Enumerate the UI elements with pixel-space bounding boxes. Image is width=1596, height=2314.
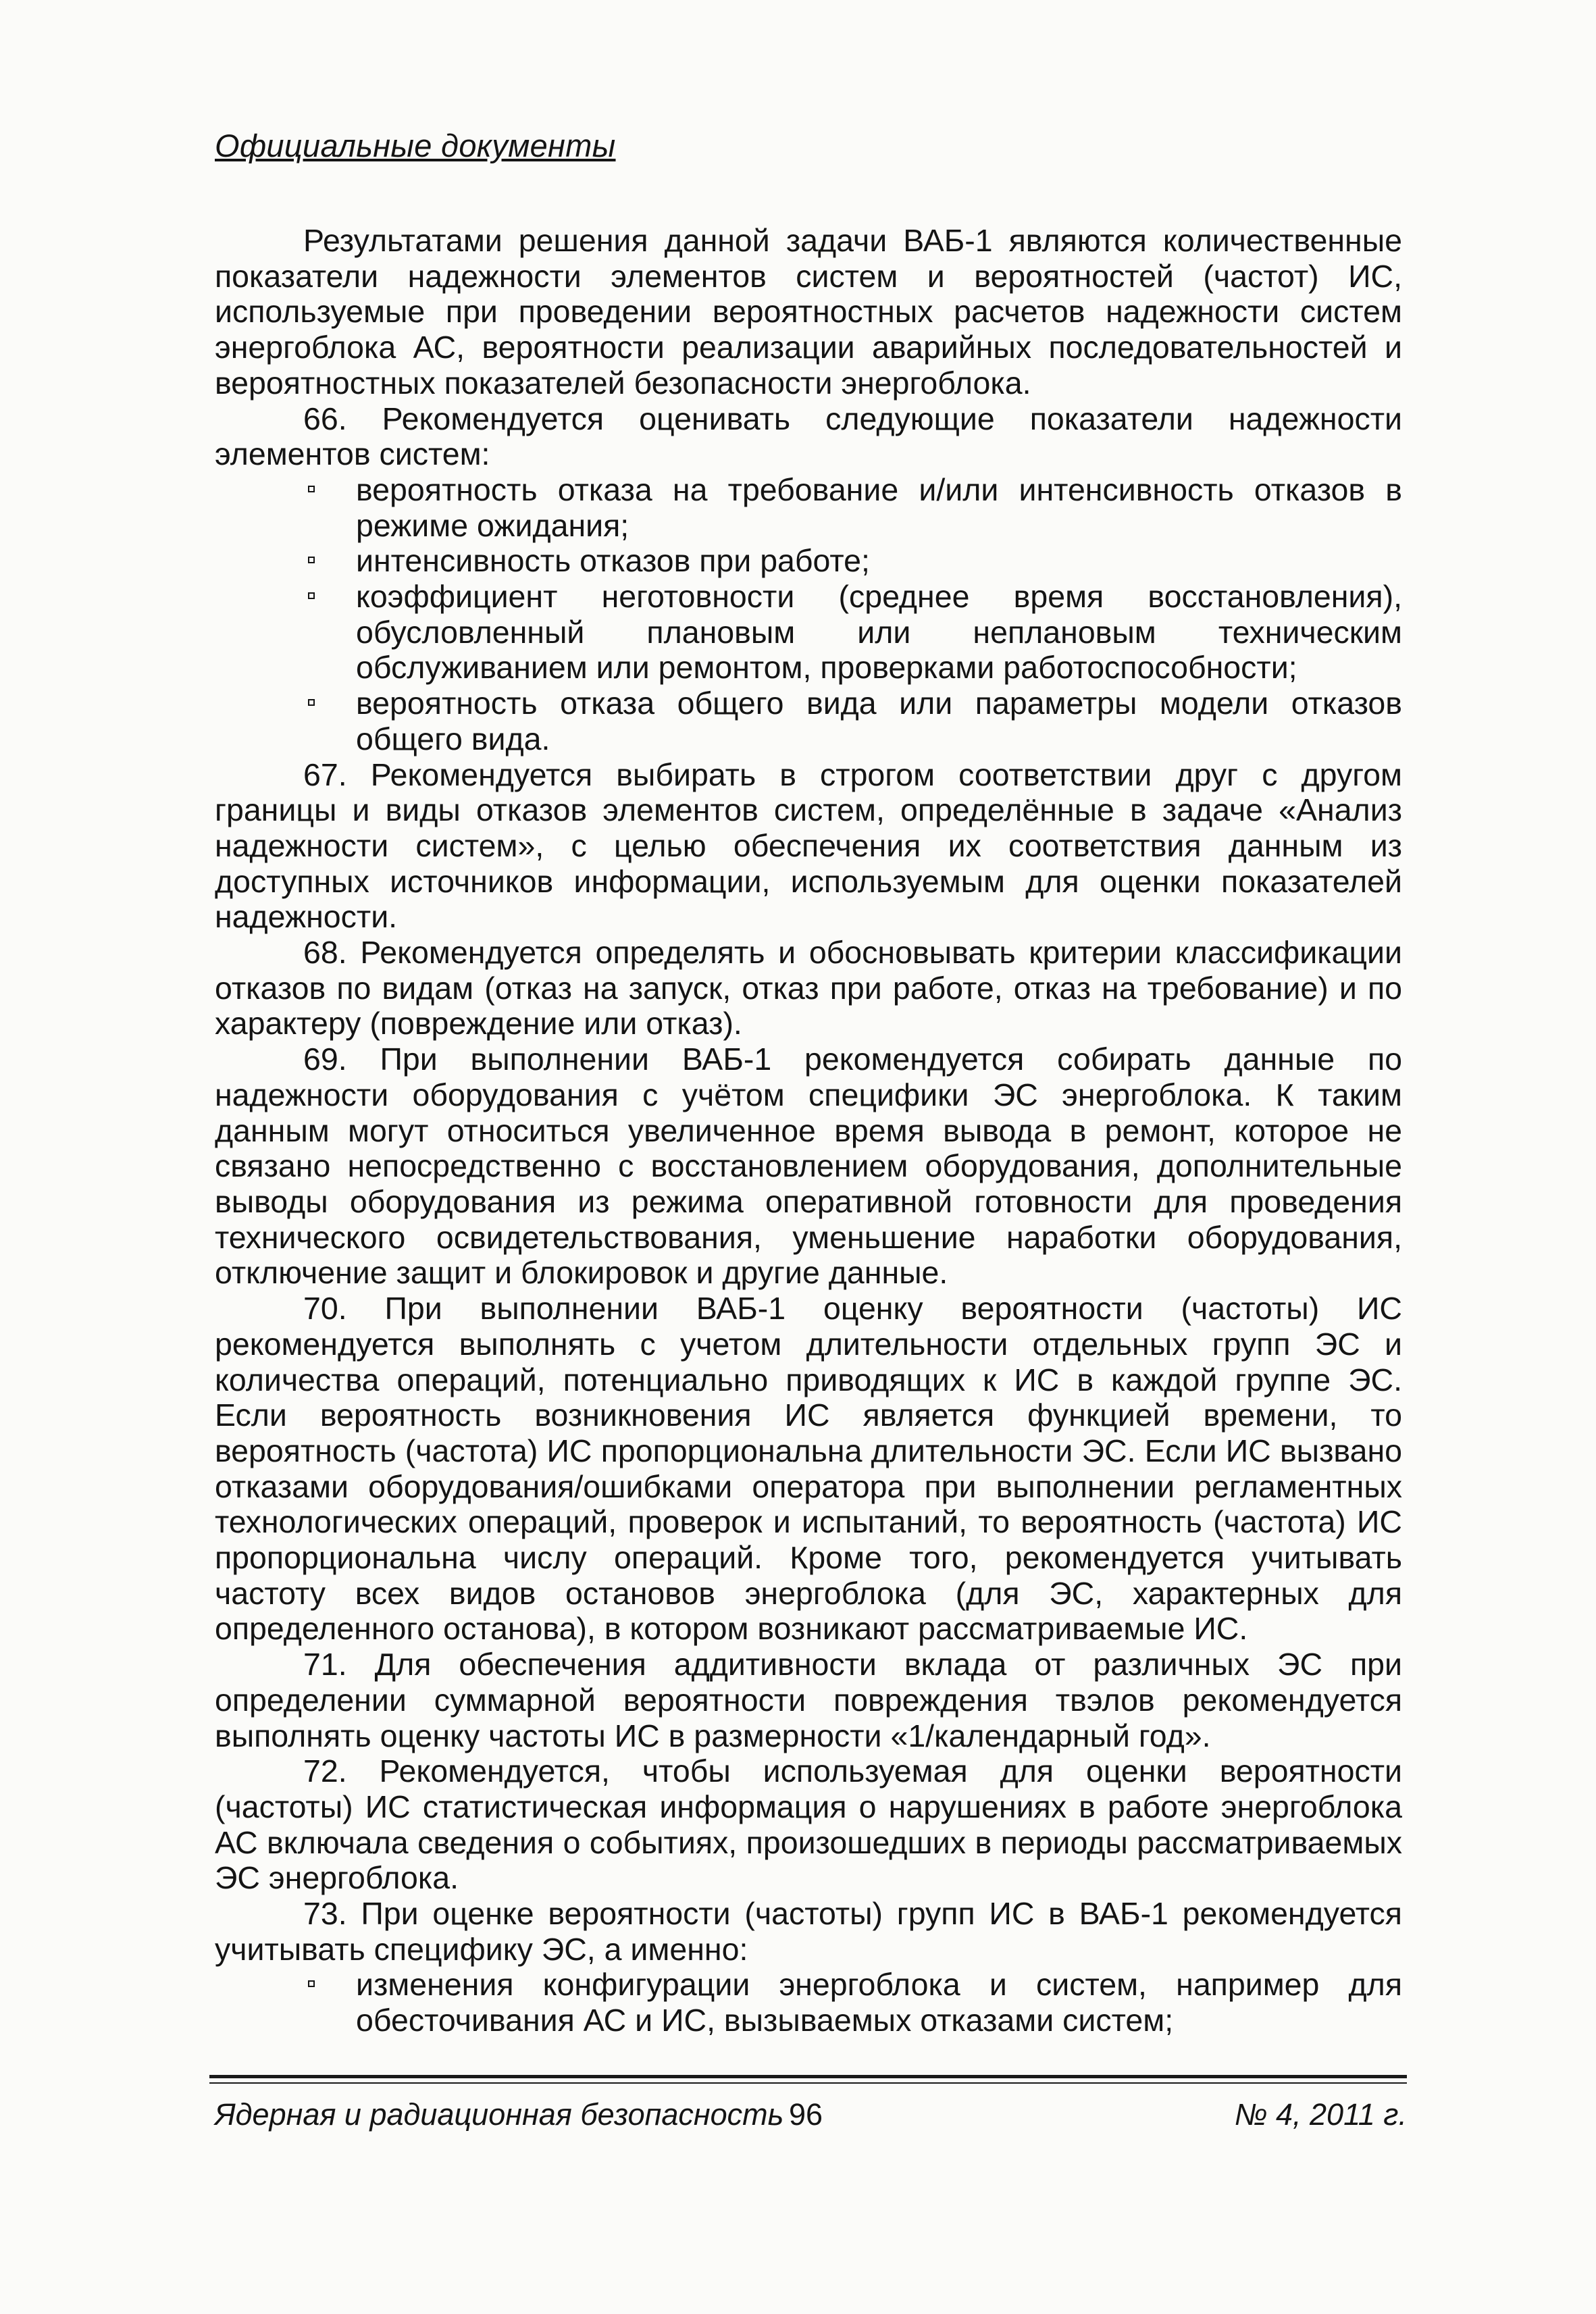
list-item <box>215 472 1402 543</box>
list-item <box>215 1967 1402 2038</box>
list-item-text: интенсивность отказов при работе; <box>356 543 870 579</box>
footer-divider <box>209 2075 1407 2078</box>
section-header: Официальные документы <box>215 128 616 163</box>
journal-title: Ядерная и радиационная безопасность <box>215 2097 784 2132</box>
bullet-icon <box>308 1980 315 1987</box>
paragraph-73: 73. При оценке вероятности (частоты) групп ИС в ВАБ-1 рекомендуется учитывать специфику ЭС, а именно: <box>215 1896 1402 1967</box>
paragraph-72: 72. Рекомендуется, чтобы используемая для оценки вероятности (частоты) ИС статистическая информация о нарушениях в работе энергоблока АС включала сведения о событиях, произошедших в периоды рассматриваемых ЭС энергоблока. <box>215 1753 1402 1896</box>
list-item-text: вероятность отказа общего вида или параметры модели отказов общего вида. <box>356 686 1402 756</box>
list-item-text: изменения конфигурации энергоблока и систем, например для обесточивания АС и ИС, вызываемых отказами систем; <box>356 1967 1402 2038</box>
paragraph-71: 71. Для обеспечения аддитивности вклада от различных ЭС при определении суммарной вероятности повреждения твэлов рекомендуется выполнять оценку частоты ИС в размерности «1/календарный год». <box>215 1647 1402 1753</box>
page-number: 96 <box>789 2097 823 2132</box>
list-item-text: вероятность отказа на требование и/или интенсивность отказов в режиме ожидания; <box>356 471 1402 543</box>
footer-divider-thin <box>209 2082 1407 2084</box>
paragraph-70: 70. При выполнении ВАБ-1 оценку вероятности (частоты) ИС рекомендуется выполнять с учетом длительности отдельных групп ЭС и количества операций, потенциально приводящих к ИС в каждой группе ЭС. Если вероятность возникновения ИС является функцией времени, то вероятность (частота) ИС пропорциональна длительности ЭС. Если ИС вызвано отказами оборудования/ошибками оператора при выполнении регламентных технологических операций, проверок и испытаний, то вероятность (частота) ИС пропорциональна числу операций. Кроме того, рекомендуется учитывать частоту всех видов остановов энергоблока (для ЭС, характерных для определенного останова), в котором возникают рассматриваемые ИС. <box>215 1291 1402 1647</box>
list-73 <box>215 1967 1402 2038</box>
bullet-icon <box>308 486 315 492</box>
body-text <box>215 223 1402 2038</box>
list-item-text: коэффициент неготовности (среднее время восстановления), обусловленный плановым или неплановым техническим обслуживанием или ремонтом, проверками работоспособности; <box>356 579 1402 686</box>
paragraph-67: 67. Рекомендуется выбирать в строгом соответствии друг с другом границы и виды отказов элементов систем, определённые в задаче «Анализ надежности систем», с целью обеспечения их соответствия данным из доступных источников информации, используемым для оценки показателей надежности. <box>215 756 1402 935</box>
list-item <box>215 686 1402 756</box>
list-item <box>215 543 1402 579</box>
paragraph-68: 68. Рекомендуется определять и обосновывать критерии классификации отказов по видам (отказ на запуск, отказ при работе, отказ на требование) и по характеру (повреждение или отказ). <box>215 935 1402 1042</box>
list-item <box>215 579 1402 686</box>
bullet-icon <box>308 699 315 706</box>
paragraph-69: 69. При выполнении ВАБ-1 рекомендуется собирать данные по надежности оборудования с учётом специфики ЭС энергоблока. К таким данным могут относиться увеличенное время вывода в ремонт, которое не связано непосредственно с восстановлением оборудования, дополнительные выводы оборудования из режима оперативной готовности для проведения технического освидетельствования, уменьшение наработки оборудования, отключение защит и блокировок и другие данные. <box>215 1042 1402 1291</box>
issue-number: № 4, 2011 г. <box>1234 2097 1407 2132</box>
bullet-icon <box>308 557 315 563</box>
paragraph-intro: Результатами решения данной задачи ВАБ-1 являются количественные показатели надежности элементов систем и вероятностей (частот) ИС, используемые при проведении вероятностных расчетов надежности систем энергоблока АС, вероятности реализации аварийных последовательностей и вероятностных показателей безопасности энергоблока. <box>215 223 1402 401</box>
list-66 <box>215 472 1402 757</box>
bullet-icon <box>308 592 315 599</box>
paragraph-66: 66. Рекомендуется оценивать следующие показатели надежности элементов систем: <box>215 401 1402 472</box>
